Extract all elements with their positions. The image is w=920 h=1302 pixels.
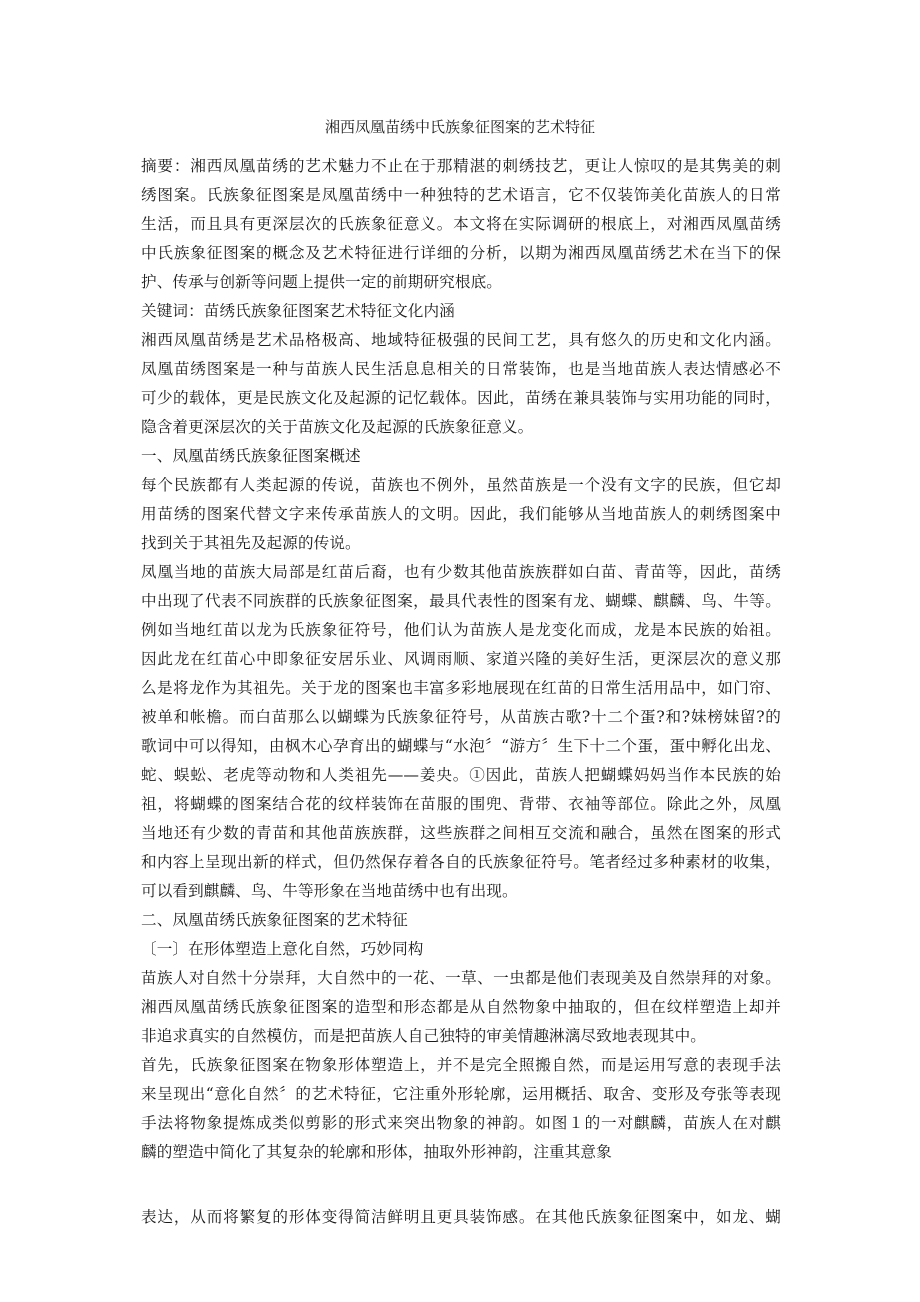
text-line: 中氏族象征图案的概念及艺术特征进行详细的分析，以期为湘西凤凰苗绣艺术在当下的保 bbox=[141, 244, 781, 262]
text-line: 当地还有少数的青苗和其他苗族族群，这些族群之间相互交流和融合，虽然在图案的形式 bbox=[141, 824, 781, 842]
text-line: 麟的塑造中简化了其复杂的轮廓和形体，抽取外形神韵，注重其意象 bbox=[141, 1143, 612, 1161]
text-line: 祖，将蝴蝶的图案结合花的纹样装饰在苗服的围兜、背带、衣袖等部位。除此之外，凤凰 bbox=[141, 795, 781, 813]
document-body bbox=[141, 152, 781, 1232]
text-line: 手法将物象提炼成类似剪影的形式来突出物象的神韵。如图１的一对麒麟，苗族人在对麒 bbox=[141, 1114, 781, 1132]
text-line: 隐含着更深层次的关于苗族文化及起源的氏族象征意义。 bbox=[141, 418, 534, 436]
text-line: 被单和帐檐。而白苗那么以蝴蝶为氏族象征符号，从苗族古歌?十二个蛋?和?妹榜妹留?的 bbox=[141, 708, 781, 726]
text-line: 因此龙在红苗心中即象征安居乐业、风调雨顺、家道兴隆的美好生活，更深层次的意义那 bbox=[141, 650, 781, 668]
text-line: 护、传承与创新等问题上提供一定的前期研究根底。 bbox=[141, 273, 502, 291]
text-line: 么是将龙作为其祖先。关于龙的图案也丰富多彩地展现在红苗的日常生活用品中，如门帘、 bbox=[141, 679, 781, 697]
text-line: 二、凤凰苗绣氏族象征图案的艺术特征 bbox=[141, 911, 408, 929]
text-line: 苗族人对自然十分崇拜，大自然中的一花、一草、一虫都是他们表现美及自然崇拜的对象。 bbox=[141, 969, 781, 987]
text-line: 可以看到麒麟、鸟、牛等形象在当地苗绣中也有出现。 bbox=[141, 882, 518, 900]
text-line: 例如当地红苗以龙为氏族象征符号，他们认为苗族人是龙变化而成，龙是本民族的始祖。 bbox=[141, 621, 781, 639]
text-line: 绣图案。氏族象征图案是凤凰苗绣中一种独特的艺术语言，它不仅装饰美化苗族人的日常 bbox=[141, 186, 781, 204]
text-line: 〔一〕在形体塑造上意化自然，巧妙同构 bbox=[141, 940, 424, 958]
text-line: 关键词：苗绣氏族象征图案艺术特征文化内涵 bbox=[141, 302, 455, 320]
text-line: 首先，氏族象征图案在物象形体塑造上，并不是完全照搬自然，而是运用写意的表现手法 bbox=[141, 1056, 781, 1074]
text-line: 表达，从而将繁复的形体变得简洁鲜明且更具装饰感。在其他氏族象征图案中，如龙、蝴 bbox=[141, 1208, 781, 1226]
text-line: 中出现了代表不同族群的氏族象征图案，最具代表性的图案有龙、蝴蝶、麒麟、鸟、牛等。 bbox=[141, 592, 781, 610]
body-text-block-continued bbox=[141, 1203, 781, 1232]
text-line: 蛇、蜈蚣、老虎等动物和人类祖先——姜央。①因此，苗族人把蝴蝶妈妈当作本民族的始 bbox=[141, 766, 781, 784]
text-line: 歌词中可以得知，由枫木心孕育出的蝴蝶与“水泡〞“游方〞生下十二个蛋，蛋中孵化出龙、 bbox=[141, 737, 781, 755]
text-line: 来呈现出“意化自然〞的艺术特征，它注重外形轮廓，运用概括、取舍、变形及夸张等表现 bbox=[141, 1085, 781, 1103]
text-line: 摘要：湘西凤凰苗绣的艺术魅力不止在于那精湛的刺绣技艺，更让人惊叹的是其隽美的刺 bbox=[141, 157, 781, 175]
page-break-gap bbox=[141, 1167, 781, 1203]
text-line: 湘西凤凰苗绣是艺术品格极高、地域特征极强的民间工艺，具有悠久的历史和文化内涵。 bbox=[141, 331, 781, 349]
text-line: 非追求真实的自然模仿，而是把苗族人自己独特的审美情趣淋漓尽致地表现其中。 bbox=[141, 1027, 706, 1045]
text-line: 每个民族都有人类起源的传说，苗族也不例外，虽然苗族是一个没有文字的民族，但它却 bbox=[141, 476, 781, 494]
text-line: 凤凰当地的苗族大局部是红苗后裔，也有少数其他苗族族群如白苗、青苗等，因此，苗绣 bbox=[141, 563, 781, 581]
text-line: 生活，而且具有更深层次的氏族象征意义。本文将在实际调研的根底上，对湘西凤凰苗绣 bbox=[141, 215, 781, 233]
body-text-block bbox=[141, 152, 781, 1167]
text-line: 和内容上呈现出新的样式，但仍然保存着各自的氏族象征符号。笔者经过多种素材的收集， bbox=[141, 853, 781, 871]
text-line: 可少的载体，更是民族文化及起源的记忆载体。因此，苗绣在兼具装饰与实用功能的同时， bbox=[141, 389, 781, 407]
text-line: 用苗绣的图案代替文字来传承苗族人的文明。因此，我们能够从当地苗族人的刺绣图案中 bbox=[141, 505, 781, 523]
text-line: 一、凤凰苗绣氏族象征图案概述 bbox=[141, 447, 361, 465]
text-line: 湘西凤凰苗绣氏族象征图案的造型和形态都是从自然物象中抽取的，但在纹样塑造上却并 bbox=[141, 998, 781, 1016]
text-line: 凤凰苗绣图案是一种与苗族人民生活息息相关的日常装饰，也是当地苗族人表达情感必不 bbox=[141, 360, 781, 378]
text-line: 找到关于其祖先及起源的传说。 bbox=[141, 534, 361, 552]
document-title: 湘西凤凰苗绣中氏族象征图案的艺术特征 bbox=[324, 118, 595, 136]
